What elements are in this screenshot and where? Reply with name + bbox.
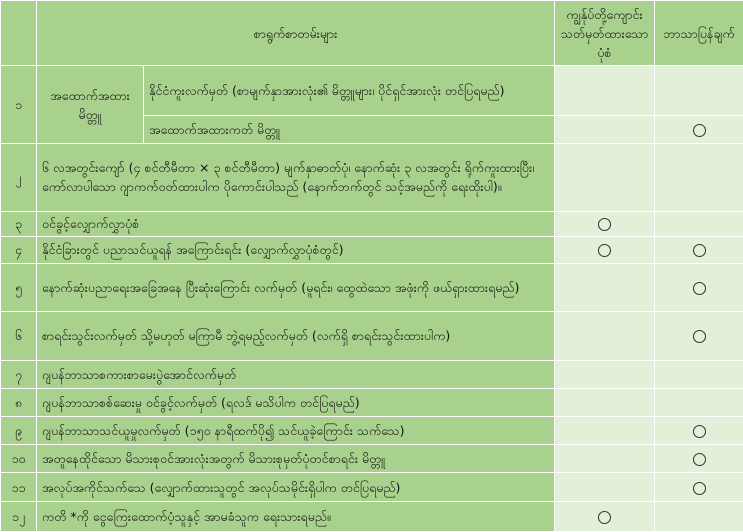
row-school-mark bbox=[555, 115, 655, 143]
circle-mark-icon bbox=[598, 511, 611, 524]
header-row bbox=[1, 1, 743, 66]
row-school-mark bbox=[555, 236, 655, 263]
circle-mark-icon bbox=[598, 244, 611, 257]
table-row bbox=[1, 501, 743, 531]
row-school-mark bbox=[555, 211, 655, 236]
table-row bbox=[1, 445, 743, 473]
row-number: ၈ bbox=[1, 388, 37, 416]
row-translation-mark bbox=[655, 263, 743, 311]
header-blank-cell bbox=[1, 1, 37, 66]
table-row bbox=[1, 473, 743, 501]
row-translation-mark bbox=[655, 445, 743, 473]
row-school-mark bbox=[555, 263, 655, 311]
row-translation-mark bbox=[655, 66, 743, 115]
row-school-mark bbox=[555, 66, 655, 115]
table-row bbox=[1, 236, 743, 263]
row-number: ၉ bbox=[1, 417, 37, 445]
row-translation-mark bbox=[655, 388, 743, 416]
row-translation-mark bbox=[655, 236, 743, 263]
row-translation-mark bbox=[655, 417, 743, 445]
row-translation-mark bbox=[655, 144, 743, 212]
circle-mark-icon bbox=[693, 482, 706, 495]
row-school-mark bbox=[555, 144, 655, 212]
row-school-mark bbox=[555, 312, 655, 360]
row-translation-mark bbox=[655, 360, 743, 388]
row-school-mark bbox=[555, 445, 655, 473]
row-document-text: ဂျပန်ဘာသာစကားစာမေးပွဲအောင်လက်မှတ် bbox=[37, 360, 555, 388]
table-row bbox=[1, 312, 743, 360]
row-number: ၁၁ bbox=[1, 473, 37, 501]
header-title: စာရွက်စာတမ်းများ bbox=[37, 1, 555, 66]
table-row bbox=[1, 263, 743, 311]
table-row bbox=[1, 144, 743, 212]
row-school-mark bbox=[555, 501, 655, 531]
table-row bbox=[1, 66, 743, 115]
circle-mark-icon bbox=[693, 453, 706, 466]
circle-mark-icon bbox=[693, 124, 706, 137]
row-translation-mark bbox=[655, 312, 743, 360]
row-document-text: အတူနေထိုင်သော မိသားစုဝင်အားလုံးအတွက် မိသားစုမှတ်ပုံတင်စာရင်း မိတ္တူ bbox=[37, 445, 555, 473]
row-document-text: နောက်ဆုံးပညာရေးအခြေအနေ ပြီးဆုံးကြောင်း လက်မှတ် (မူရင်း၊ ထွေထဲသော အဖုံးကို ဖယ်ရှားထားရမည်) bbox=[37, 263, 555, 311]
circle-mark-icon bbox=[693, 330, 706, 343]
row-translation-mark bbox=[655, 211, 743, 236]
row-document-text: နိုင်ငံခြားတွင် ပညာသင်ယူရန် အကြောင်းရင်း (လျှောက်လွှာပုံစံတွင်) bbox=[37, 236, 555, 263]
row-document-text: ကတိ *ကို ငွေကြေးထောက်ပံ့သူနှင့် အာမခံသူက ရေးသားရမည်။ bbox=[37, 501, 555, 531]
row-number: ၃ bbox=[1, 211, 37, 236]
table-row bbox=[1, 388, 743, 416]
row-number: ၆ bbox=[1, 312, 37, 360]
circle-mark-icon bbox=[693, 244, 706, 257]
row-document-text: အထောက်အထားကတ် မိတ္တူ bbox=[144, 115, 555, 143]
row-number: ၂ bbox=[1, 144, 37, 212]
circle-mark-icon bbox=[693, 282, 706, 295]
row-document-text: ၆ လအတွင်းကျော် (၄ စင်တီမီတာ × ၃ စင်တီမီတာ) မျက်နှာဓာတ်ပုံ၊ နောက်ဆုံး ၃ လအတွင်း ရိုက်ကူးထားပြီး၊ ကော်လာပါသော ဂျာကက်ဝတ်ထားပါက ပိုကောင်းပါသည် (နောက်ဘက်တွင် သင့်အမည်ကို ရေးထိုးပါ)။ bbox=[37, 144, 555, 212]
row-school-mark bbox=[555, 473, 655, 501]
row-number: ၇ bbox=[1, 360, 37, 388]
row-document-text: နိုင်ငံကူးလက်မှတ် (စာမျက်နှာအားလုံး၏ မိတ္တူများ၊ ပိုင်ရှင်အားလုံး တင်ပြရမည်) bbox=[144, 66, 555, 115]
row-document-text: ဝင်ခွင့်လျှောက်လွှာပုံစံ bbox=[37, 211, 555, 236]
table-row bbox=[1, 360, 743, 388]
row-number: ၅ bbox=[1, 263, 37, 311]
row-number: ၄ bbox=[1, 236, 37, 263]
table-row bbox=[1, 211, 743, 236]
circle-mark-icon bbox=[598, 218, 611, 231]
row-school-mark bbox=[555, 417, 655, 445]
row-translation-mark bbox=[655, 501, 743, 531]
row-translation-mark bbox=[655, 473, 743, 501]
row-document-text: အလုပ်အကိုင်သက်သေ (လျှောက်ထားသူတွင် အလုပ်သမိုင်းရှိပါက တင်ပြရမည်) bbox=[37, 473, 555, 501]
row-number: ၁ bbox=[1, 66, 37, 144]
row-document-text: ဂျပန်ဘာသာစစ်ဆေးမှု ဝင်ခွင့်လက်မှတ် (ရလဒ် မသိပါက တင်ပြရမည်) bbox=[37, 388, 555, 416]
row-school-mark bbox=[555, 388, 655, 416]
circle-mark-icon bbox=[693, 425, 706, 438]
row-document-text: ဂျပန်ဘာသာသင်ယူမှုလက်မှတ် (၁၅၀ နာရီထက်ပို၍ သင်ယူခဲ့ကြောင်း သက်သေ) bbox=[37, 417, 555, 445]
row-number: ၁၀ bbox=[1, 445, 37, 473]
row-number: ၁၂ bbox=[1, 501, 37, 531]
header-translation: ဘာသာပြန်ချက် bbox=[655, 1, 743, 66]
row-document-text: စာရင်းသွင်းလက်မှတ် သို့မဟုတ် မကြာမီ ဘွဲ့ရမည့်လက်မှတ် (လက်ရှိ စာရင်းသွင်းထားပါက) bbox=[37, 312, 555, 360]
row-group-label: အထောက်အထား မိတ္တူ bbox=[37, 66, 144, 144]
table-row bbox=[1, 417, 743, 445]
row-school-mark bbox=[555, 360, 655, 388]
row-translation-mark bbox=[655, 115, 743, 143]
header-school-form: ကျွန်ုပ်တို့ကျောင်း သတ်မှတ်ထားသော ပုံစံ bbox=[555, 1, 655, 66]
